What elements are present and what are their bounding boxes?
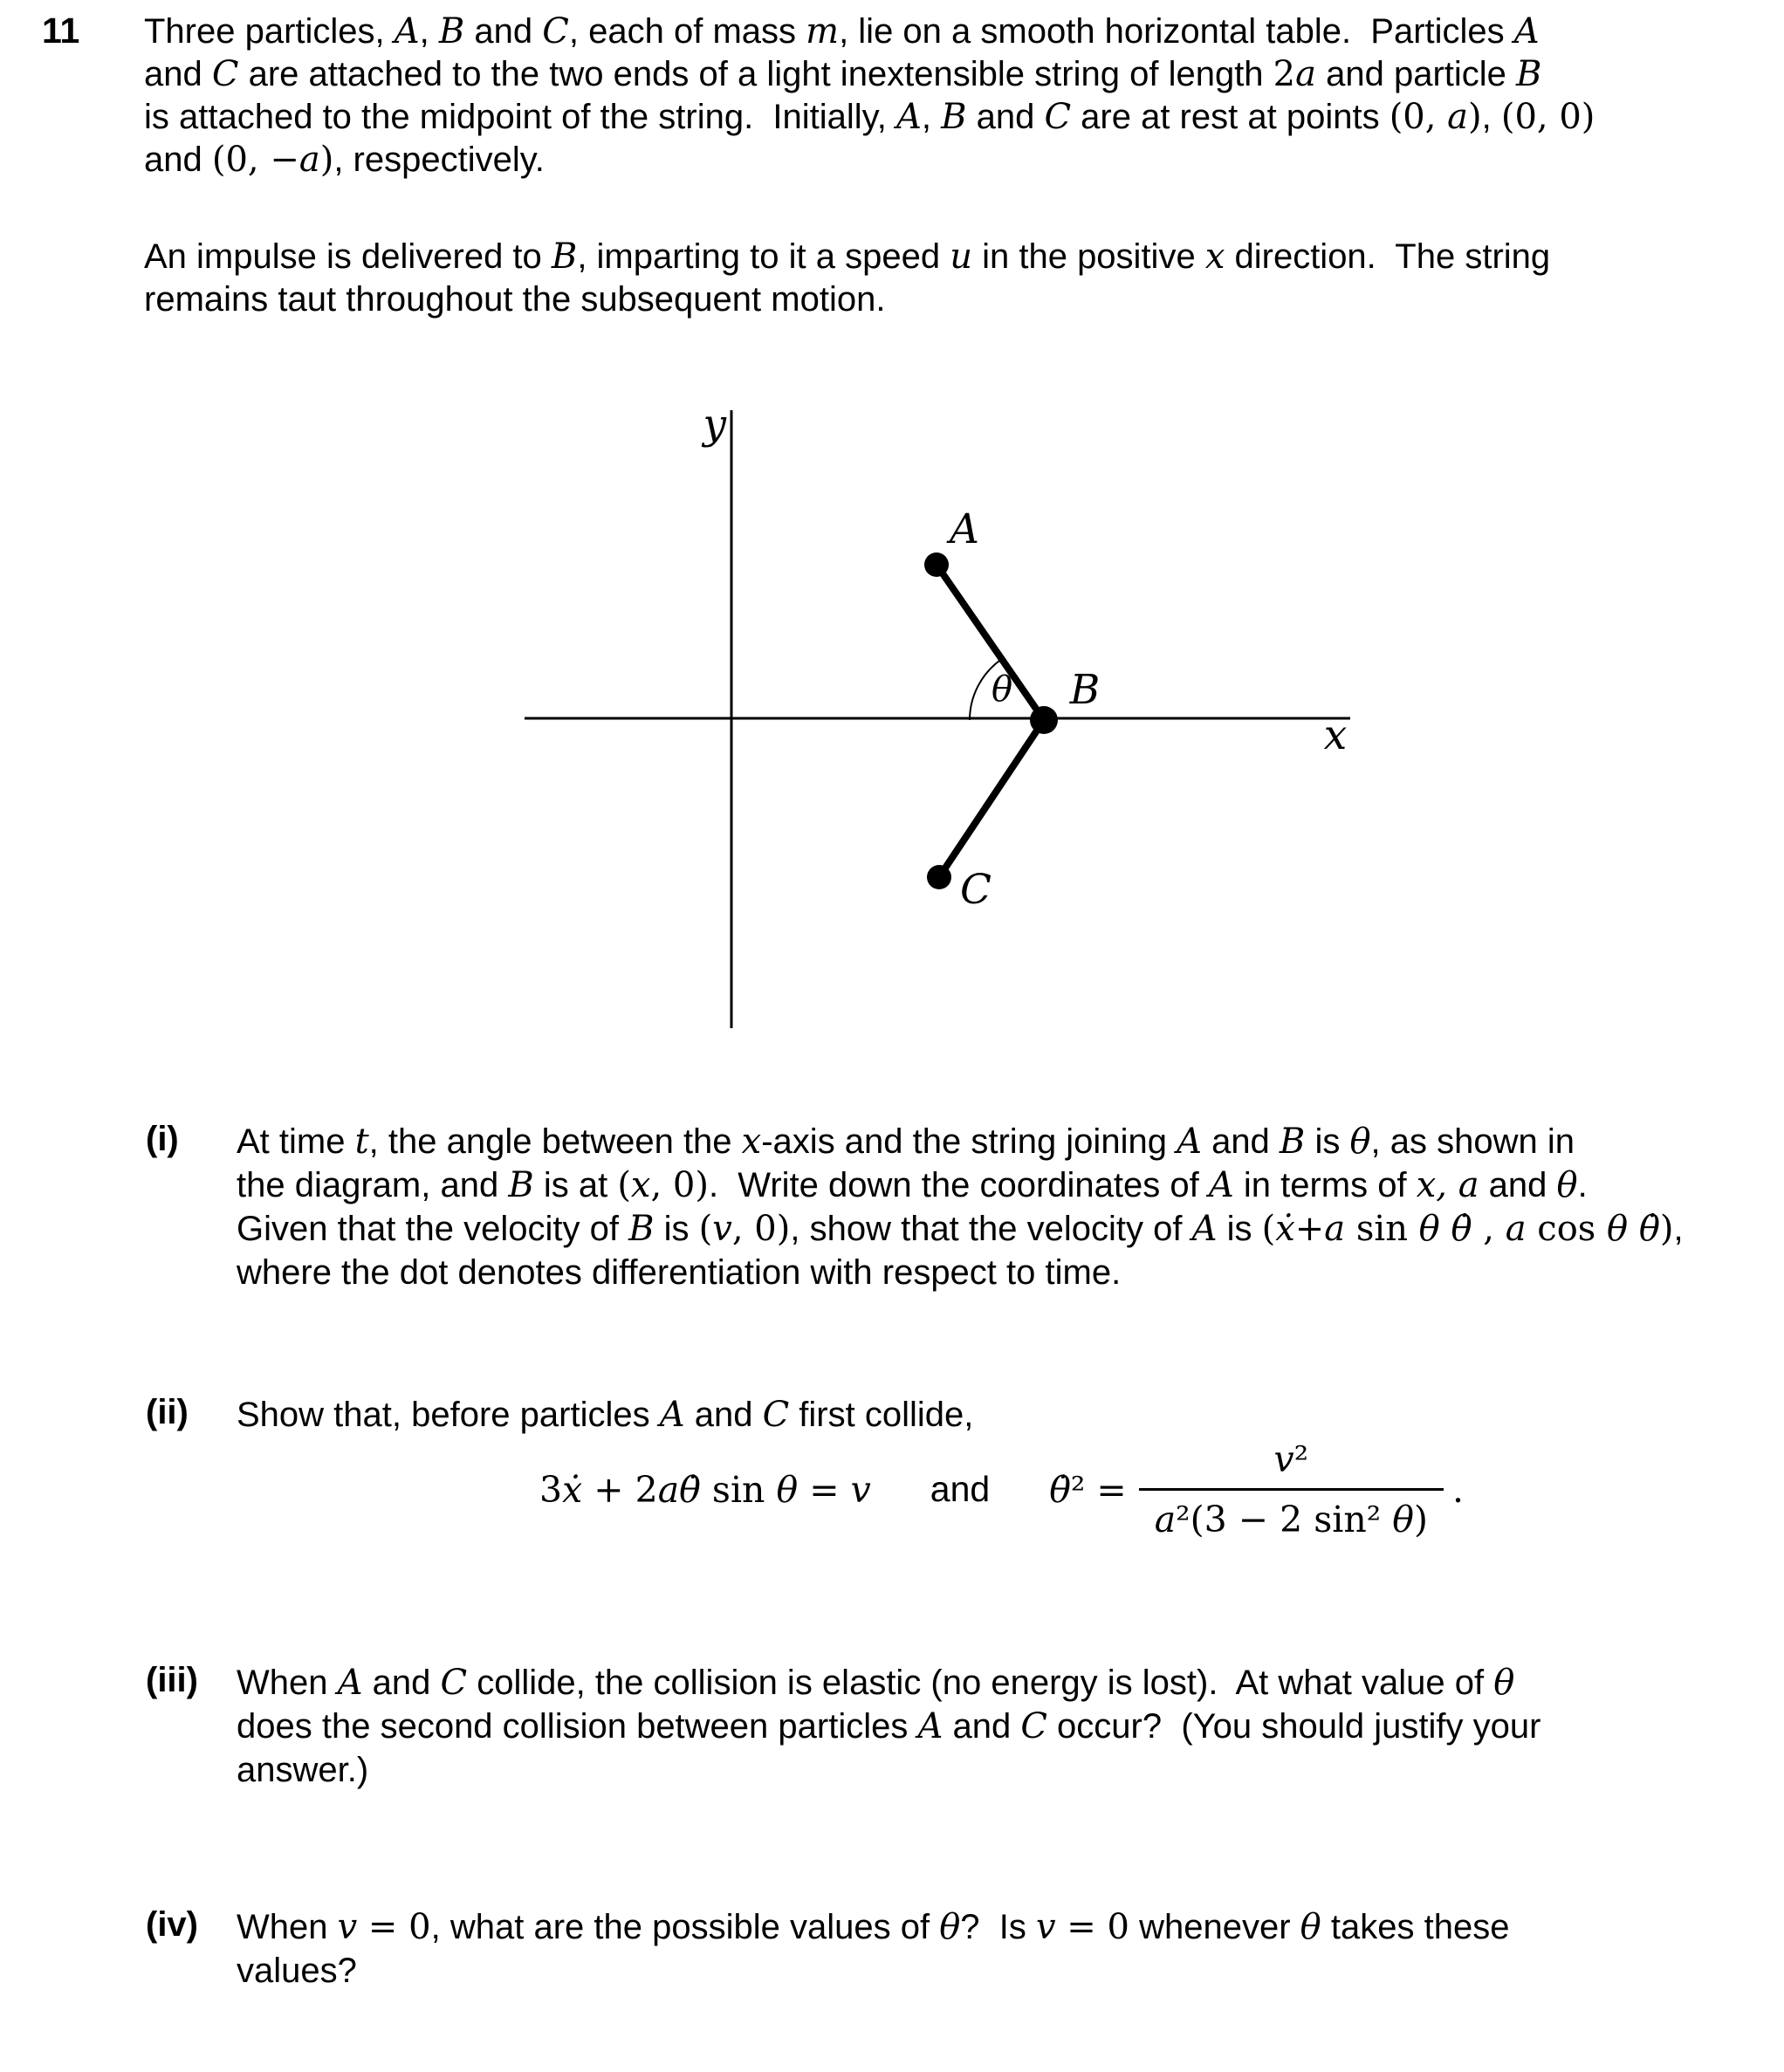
part-ii-body bbox=[237, 1393, 973, 1437]
part-ii bbox=[146, 1393, 973, 1437]
x-axis-label: x bbox=[1323, 711, 1348, 759]
text-line: values? bbox=[237, 1952, 357, 1990]
part-ii-label: (ii) bbox=[146, 1393, 189, 1431]
fraction bbox=[1139, 1438, 1444, 1540]
text-line: At time t, the angle between the x-axis and the string joining A and B is θ, as shown in bbox=[237, 1122, 1575, 1162]
text-line: Show that, before particles A and C first collide, bbox=[237, 1395, 974, 1435]
text-line: does the second collision between particles A and C occur? (You should justify your bbox=[237, 1706, 1541, 1746]
fraction-denominator: a²(3 − 2 sin² θ) bbox=[1139, 1488, 1444, 1540]
equation-connector: and bbox=[930, 1469, 991, 1509]
particle-b-dot bbox=[1030, 706, 1058, 734]
text-line: answer.) bbox=[237, 1751, 369, 1789]
text-line: remains taut throughout the subsequent motion. bbox=[144, 280, 886, 319]
equation-lhs: 3ẋ + 2aθ̇ sin θ = v bbox=[539, 1468, 871, 1511]
part-iii-label: (iii) bbox=[146, 1661, 198, 1699]
fraction-numerator: v² bbox=[1273, 1438, 1309, 1480]
text-line: An impulse is delivered to B, imparting to it a speed u in the positive x direction. The string bbox=[144, 237, 1551, 277]
text-line: where the dot denotes differentiation with respect to time. bbox=[237, 1253, 1122, 1292]
string-bc bbox=[939, 720, 1044, 877]
question-number: 11 bbox=[42, 10, 80, 51]
intro-paragraph-2 bbox=[144, 236, 1550, 321]
part-iii bbox=[146, 1661, 1540, 1792]
displayed-equation bbox=[539, 1438, 1464, 1540]
text-line: the diagram, and B is at (x, 0). Write down the coordinates of A in terms of x, a and θ. bbox=[237, 1165, 1588, 1205]
text-line: When v = 0, what are the possible values of θ? Is v = 0 whenever θ takes these bbox=[237, 1907, 1510, 1947]
y-axis-label: y bbox=[703, 401, 726, 449]
particle-a-dot bbox=[924, 552, 949, 577]
part-i-label: (i) bbox=[146, 1120, 179, 1158]
text-line: Given that the velocity of B is (v, 0), show that the velocity of A is (ẋ+a sin θ θ̇ , a cos θ θ̇), bbox=[237, 1209, 1684, 1249]
part-iv-label: (iv) bbox=[146, 1905, 198, 1944]
particle-b-label: B bbox=[1069, 666, 1101, 714]
text-line: and (0, −a), respectively. bbox=[144, 140, 545, 180]
text-line: is attached to the midpoint of the string. Initially, A, B and C are at rest at points (0, a), (0, 0) bbox=[144, 97, 1595, 137]
text-line: Three particles, A, B and C, each of mass m, lie on a smooth horizontal table. Particles A bbox=[144, 11, 1540, 51]
part-iv-body bbox=[237, 1905, 1509, 1993]
part-i bbox=[146, 1120, 1684, 1294]
part-iv bbox=[146, 1905, 1509, 1993]
theta-label: θ bbox=[991, 669, 1013, 710]
part-iii-body bbox=[237, 1661, 1540, 1792]
particle-c-label: C bbox=[960, 866, 991, 914]
particle-a-label: A bbox=[950, 505, 979, 553]
equation-period: . bbox=[1451, 1468, 1464, 1511]
text-line: When A and C collide, the collision is elastic (no energy is lost). At what value of θ bbox=[237, 1663, 1515, 1703]
coordinate-diagram bbox=[489, 384, 1379, 1047]
text-line: and C are attached to the two ends of a light inextensible string of length 2a and particle B bbox=[144, 54, 1542, 94]
string-ab bbox=[937, 565, 1044, 720]
part-i-body bbox=[237, 1120, 1684, 1294]
particle-c-dot bbox=[927, 865, 951, 889]
equation-rhs-lead: θ̇² = bbox=[1049, 1468, 1127, 1511]
intro-paragraph-1 bbox=[144, 10, 1595, 182]
